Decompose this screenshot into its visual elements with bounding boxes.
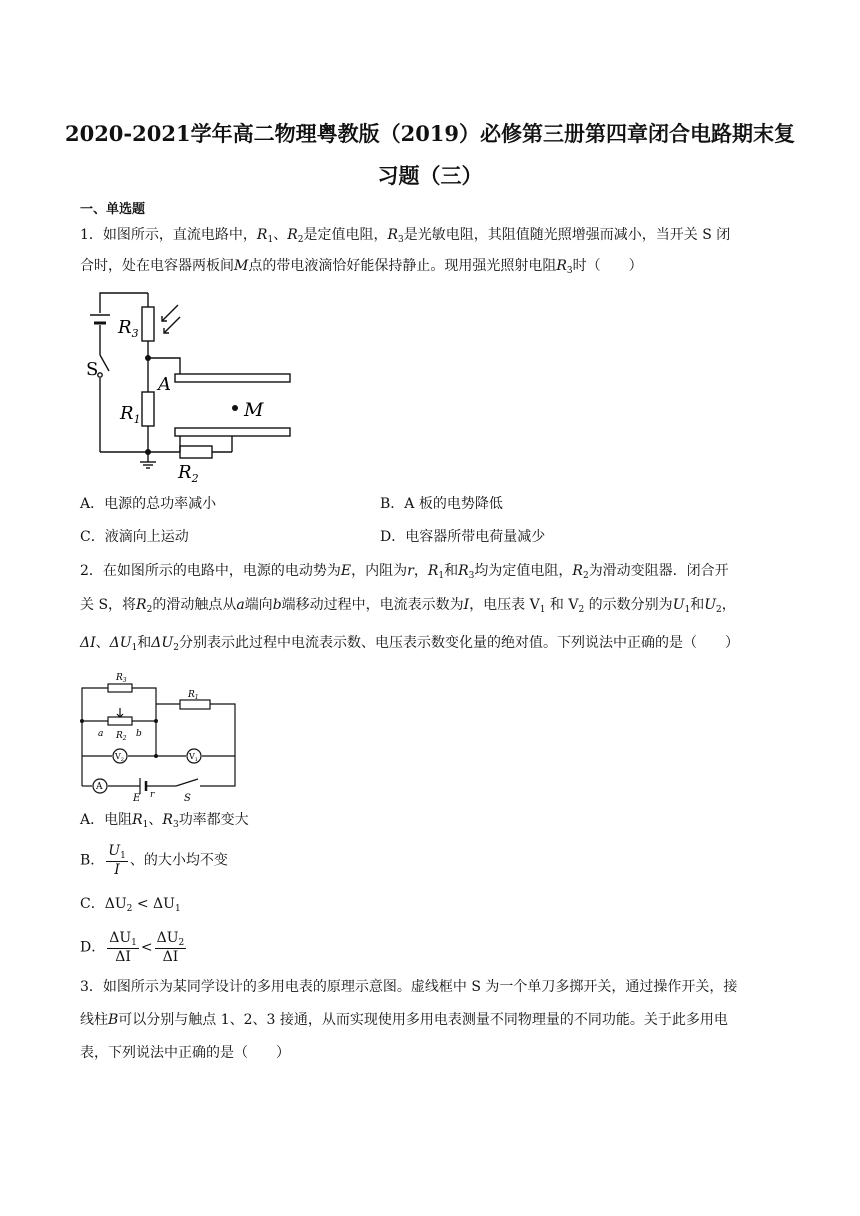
fig2-label-r3: $R_3$ — [116, 673, 127, 684]
q2-stem-line3: ΔI、$\Delta U_1$和$\Delta U_2$分别表示此过程中电流表示数、电压表示数变化量的绝对值。下列说法中正确的是（ ） — [80, 635, 739, 653]
fig2-label-v1: $V_1$ — [189, 752, 198, 763]
fig2-label-r: r — [150, 790, 155, 800]
q1-option-d: D．电容器所带电荷量减少 — [380, 529, 546, 545]
q2-option-b: B． $\frac{U_1}{I}$ 、的大小均不变 — [80, 843, 228, 879]
q2-option-a: A．电阻$R_1$、$R_3$功率都变大 — [80, 812, 249, 830]
q3-stem-line1: 3．如图所示为某同学设计的多用电表的原理示意图。虚线框中 S 为一个单刀多掷开关，通过操作开关，接 — [80, 979, 738, 995]
q2-option-d: D． $\frac{\Delta U_1}{\Delta I}$ < $\frac{\Delta U_2}{\Delta I}$ — [80, 930, 185, 966]
q2-stem-line1: 2．在如图所示的电路中，电源的电动势为E，内阻为r，$R_1$和$R_3$均为定值电阻，$R_2$为滑动变阻器．闭合开 — [80, 563, 729, 581]
q1-stem-line1: 1．如图所示，直流电路中，$R_1$、$R_2$是定值电阻，$R_3$是光敏电阻，其阻值随光照增强而减小，当开关 S 闭 — [80, 227, 731, 245]
fig2-label-b: b — [136, 729, 142, 739]
fig1-label-r3: $R_3$ — [118, 317, 139, 340]
q3-stem-line2: 线柱B可以分别与触点 1、2、3 接通，从而实现使用多用电表测量不同物理量的不同功能。关于此多用电 — [80, 1012, 728, 1028]
fig2-label-r2: $R_2$ — [116, 731, 127, 742]
q2-option-c: C．$\Delta U_2 < \Delta U_1$ — [80, 896, 181, 914]
section-heading: 一、单选题 — [80, 202, 146, 217]
document-title-line2: 习题（三） — [377, 163, 483, 188]
q2-stem-line2: 关 S，将$R_2$的滑动触点从a端向b端移动过程中，电流表示数为I，电压表 $V_1$ 和 $V_2$ 的示数分别为$U_1$和$U_2$， — [80, 597, 736, 615]
fig1-label-a: A — [158, 374, 171, 395]
fig2-label-e: E — [133, 793, 141, 801]
q3-stem-line3: 表，下列说法中正确的是（ ） — [80, 1045, 290, 1061]
q1-option-b: B．A 板的电势降低 — [380, 496, 503, 512]
fig2-label-ammeter: A — [96, 782, 103, 792]
fig2-label-a: a — [98, 729, 104, 739]
q1-stem-line2: 合时，处在电容器两板间M点的带电液滴恰好能保持静止。现用强光照射电阻$R_3$时（ ） — [80, 258, 643, 276]
fig2-label-s: S — [184, 793, 191, 801]
q1-option-a: A．电源的总功率减小 — [80, 496, 217, 512]
fig1-label-r1: $R_1$ — [120, 403, 141, 426]
q1-option-c: C．液滴向上运动 — [80, 529, 189, 545]
fig1-label-r2: $R_2$ — [178, 462, 199, 485]
fig1-label-s: S — [86, 359, 99, 380]
fig2-label-r1: $R_1$ — [188, 690, 199, 701]
document-title-line1: 2020-2021学年高二物理粤教版（2019）必修第三册第四章闭合电路期末复 — [64, 121, 796, 146]
fig1-label-m: M — [244, 399, 264, 421]
q1-circuit-diagram — [80, 285, 305, 490]
q2-circuit-diagram — [80, 666, 240, 801]
fig2-label-v2: $V_2$ — [115, 752, 124, 763]
